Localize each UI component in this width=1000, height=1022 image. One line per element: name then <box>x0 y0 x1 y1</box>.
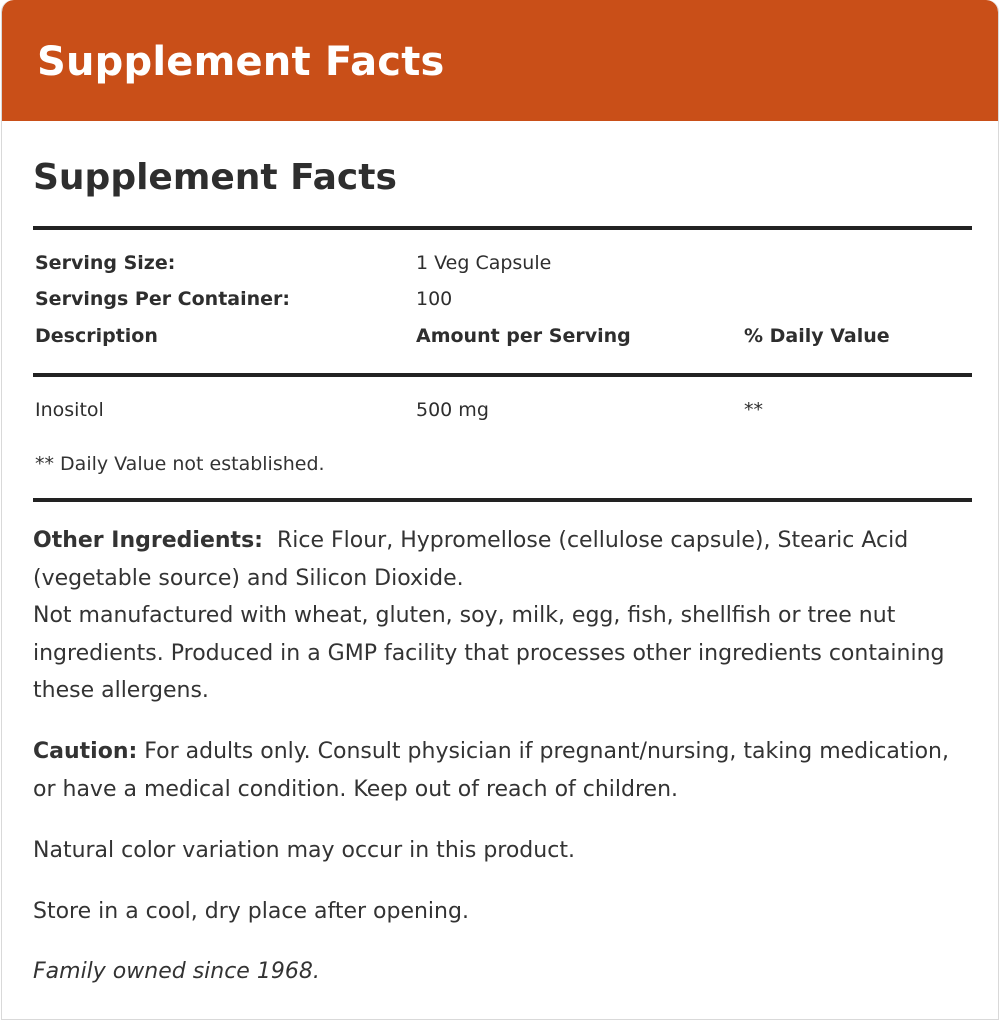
nutrient-name: Inositol <box>35 399 104 421</box>
servings-per-container-label: Servings Per Container: <box>35 288 291 310</box>
header-bar <box>2 0 998 121</box>
servings-per-container-value: 100 <box>416 288 453 310</box>
other-ingredients-label: Other Ingredients: <box>33 528 263 553</box>
header-title: Supplement Facts <box>37 38 445 85</box>
caution-text: For adults only. Consult physician if pregnant/nursing, taking medication, or have a medical condition. Keep out of reach of children. <box>33 739 949 802</box>
other-ingredients-text: Rice Flour, Hypromellose (cellulose capsule), Stearic Acid (vegetable source) and Silicon Dioxide. <box>33 528 909 591</box>
nutrient-daily-value: ** <box>744 399 763 421</box>
column-header-daily-value: % Daily Value <box>744 325 890 347</box>
allergen-note: Not manufactured with wheat, gluten, soy, milk, egg, fish, shellfish or tree nut ingredients. Produced in a GMP facility that processes other ingredients containing these allergens. <box>33 603 945 703</box>
divider-bottom <box>33 498 972 502</box>
storage-note: Store in a cool, dry place after opening. <box>33 899 469 924</box>
column-header-description: Description <box>35 325 158 347</box>
supplement-facts-card <box>1 0 999 1020</box>
daily-value-footnote: ** Daily Value not established. <box>35 453 325 475</box>
caution <box>33 733 978 808</box>
column-header-amount: Amount per Serving <box>416 325 631 347</box>
family-owned-note: Family owned since 1968. <box>33 959 320 984</box>
color-variation-note: Natural color variation may occur in this product. <box>33 838 575 863</box>
facts-title: Supplement Facts <box>33 157 397 198</box>
nutrient-amount: 500 mg <box>416 399 489 421</box>
other-ingredients <box>33 522 978 710</box>
caution-label: Caution: <box>33 739 138 764</box>
divider-middle <box>33 373 972 377</box>
serving-size-label: Serving Size: <box>35 252 176 274</box>
serving-size-value: 1 Veg Capsule <box>416 252 552 274</box>
divider-top <box>33 226 972 230</box>
